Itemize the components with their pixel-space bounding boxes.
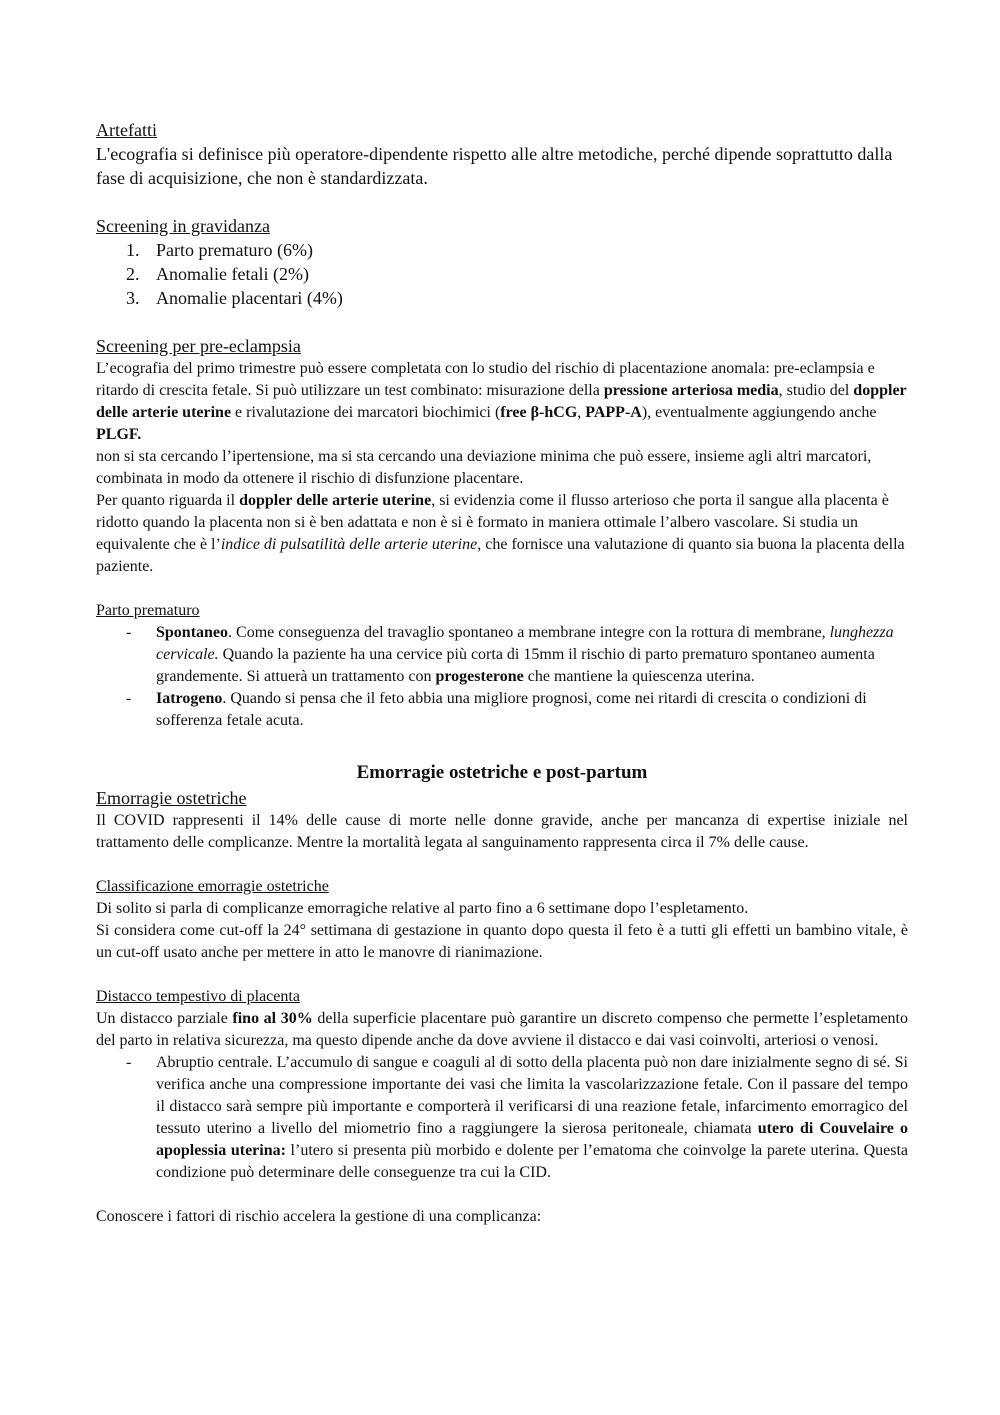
preeclampsia-paragraph-2: non si sta cercando l’ipertensione, ma si sta cercando una deviazione minima che può essere, insieme agli altri marcatori, combinata in modo da ottenere il rischio di disfunzione placentare. — [96, 448, 872, 487]
classificazione-paragraph-1: Di solito si parla di complicanze emorragiche relative al parto fino a 6 settimane dopo l’espletamento. — [96, 900, 749, 917]
list-item: 3. Anomalie placentari (4%) — [126, 288, 343, 308]
preeclampsia-paragraph-3: Per quanto riguarda il doppler delle arterie uterine, si evidenzia come il flusso arterioso che porta il sangue alla placenta è ridotto quando la placenta non si è ben adattata e non è si è formato in maniera ottimale l’albero vascolare. Si studia un equivalente che è l’indice di pulsatilità delle arterie uterine, che fornisce una valutazione di quanto sia buona la placenta della paziente. — [96, 492, 905, 575]
emorragie-text: Il COVID rappresenti il 14% delle cause di morte nelle donne gravide, anche per mancanza di expertise iniziale nel trattamento delle complicanze. Mentre la mortalità legata al sanguinamento rappresenta circa il 7% delle cause. — [96, 812, 908, 851]
distacco-list — [96, 1052, 908, 1184]
artefatti-text: L'ecografia si definisce più operatore-dipendente rispetto alle altre metodiche, perché dipende soprattutto dalla fase di acquisizione, che non è standardizzata. — [96, 144, 893, 188]
section-title: Emorragie ostetriche e post-partum — [356, 762, 648, 783]
list-item: - Spontaneo. Come conseguenza del travaglio spontaneo a membrane integre con la rottura di membrane, lunghezza cervicale. Quando la paziente ha una cervice più corta di 15mm il rischio di parto prematuro spontaneo aumenta grandemente. Si attuerà un trattamento con progesterone che mantiene la quiescenza uterina. — [126, 624, 894, 685]
classificazione-paragraph-2: Si considera come cut-off la 24° settimana di gestazione in quanto dopo questa il feto è a tutti gli effetti un bambino vitale, è un cut-off usato anche per mettere in atto le manovre di rianimazione. — [96, 922, 908, 961]
distacco-heading: Distacco tempestivo di placenta — [96, 988, 300, 1005]
classificazione-heading: Classificazione emorragie ostetriche — [96, 878, 329, 895]
artefatti-heading: Artefatti — [96, 120, 157, 140]
emorragie-heading: Emorragie ostetriche — [96, 788, 247, 808]
screening-gravidanza-heading: Screening in gravidanza — [96, 216, 270, 236]
screening-gravidanza-list — [96, 238, 908, 310]
preeclampsia-heading: Screening per pre-eclampsia — [96, 336, 301, 356]
document-page — [96, 118, 908, 1228]
list-item: 1. Parto prematuro (6%) — [126, 240, 313, 260]
list-item: - Abruptio centrale. L’accumulo di sangue e coaguli al di sotto della placenta può non dare inizialmente segno di sé. Si verifica anche una compressione importante dei vasi che limita la vascolarizzazione fetale. Con il passare del tempo il distacco sarà sempre più importante e comporterà il verificarsi di una reazione fetale, infarcimento emorragico del tessuto uterino a livello del miometrio fino a raggiungere la sierosa peritoneale, chiamata utero di Couvelaire o apoplessia uterina: l’utero si presenta più morbido e dolente per l’ematoma che coinvolge la parete uterina. Questa condizione può determinare delle conseguenze tra cui la CID. — [126, 1054, 909, 1181]
list-item: 2. Anomalie fetali (2%) — [126, 264, 309, 284]
distacco-paragraph: Un distacco parziale fino al 30% della superficie placentare può garantire un discreto compenso che permette l’espletamento del parto in relativa sicurezza, ma questo dipende anche da dove avviene il distacco e dai vasi coinvolti, arteriosi o venosi. — [96, 1010, 908, 1049]
parto-prematuro-list — [96, 622, 908, 732]
closing-sentence: Conoscere i fattori di rischio accelera la gestione di una complicanza: — [96, 1208, 542, 1225]
parto-prematuro-heading: Parto prematuro — [96, 602, 200, 619]
preeclampsia-paragraph-1: L’ecografia del primo trimestre può essere completata con lo studio del rischio di placentazione anomala: pre-eclampsia e ritardo di crescita fetale. Si può utilizzare un test combinato: misurazione della pressione arteriosa media, studio del doppler delle arterie uterine e rivalutazione dei marcatori biochimici (free β-hCG, PAPP-A), eventualmente aggiungendo anche PLGF. — [96, 360, 907, 443]
list-item: - Iatrogeno. Quando si pensa che il feto abbia una migliore prognosi, come nei ritardi di crescita o condizioni di sofferenza fetale acuta. — [126, 690, 867, 729]
